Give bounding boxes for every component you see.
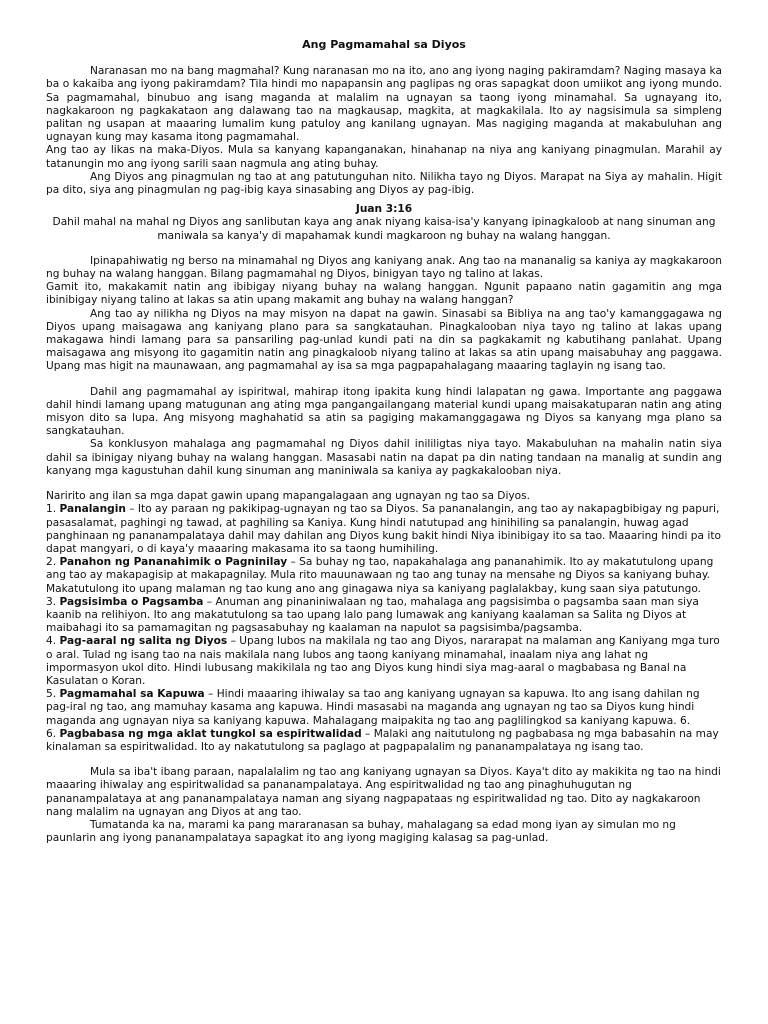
list-item-heading: Pagbabasa ng mga aklat tungkol sa espiritwalidad <box>59 727 362 740</box>
list-item <box>46 728 722 754</box>
document-title: Ang Pagmamahal sa Diyos <box>302 38 466 51</box>
list-item-text: – Anuman ang pinaniniwalaan ng tao, mahalaga ang pagsisimba o pagsamba saan man siya kaanib na relihiyon. Ito ang makatutulong sa tao upang lalo pang lumawak ang kaniyang kaalaman sa Salita ng Diyos at maibahagi ito sa pamamagitan ng pagsasabuhay ng kaalaman na napulot sa pagsisimba/pagsamba. <box>46 595 699 635</box>
list-item <box>46 556 722 596</box>
list-item-text: – Hindi maaaring ihiwalay sa tao ang kaniyang ugnayan sa kapuwa. Ito ang isang dahilan ng pag-iral ng tao, ang mamuhay kasama ang kapuwa. Hindi masasabi na maganda ang ugnayan ng tao sa Diyos kung hindi maganda ang ugnayan niya sa kaniyang kapuwa. Mahalagang maipakita ng tao ang paglilingkod sa kaniyang kapuwa. 6. <box>46 688 700 727</box>
intro-paragraph-1: Naranasan mo na bang magmahal? Kung naranasan mo na ito, ano ang iyong naging pakiramdam? Naging masaya ka ba o kakaiba ang iyong pakiramdam? Tila hindi mo napapansin ang paglipas ng oras sapagkat doon umiikot ang iyong mundo. Sa pagmamahal, binubuo ang isang maganda at malalim na ugnayan sa taong iyong minamahal. Sa ugnayang ito, nagkakaroon ng pagkakataon ang dalawang tao na magkausap, magkita, at magkakilala. Ito ay nagsisimula sa simpleng palitan ng usapan at maaaring lumalim kung patuloy ang kanilang ugnayan. Mas nagiging maganda at makabuluhan ang ugnayan kung may kasama itong pagmamahal. <box>46 65 722 144</box>
list-number: 2. <box>46 556 57 569</box>
list-number: 3. <box>46 595 57 608</box>
list-item <box>46 635 722 688</box>
list-item <box>46 596 722 636</box>
list-item <box>46 503 722 556</box>
list-item-text: – Ito ay paraan ng pakikipag-ugnayan ng tao sa Diyos. Sa pananalangin, ang tao ay nakapagbibigay ng papuri, pasasalamat, paghingi ng tawad, at paghiling sa Kaniya. Kung hindi natutupad ang hinihiling sa panalangin, huwag agad panghinaan ng pananampalataya dahil may dahilan ang Diyos kung bakit hindi Niya ibinibigay ito sa tao. Maaaring hindi pa ito dapat mangyari, o di kaya'y maaaring makasama ito sa taong humihiling. <box>46 503 721 555</box>
verse-reference: Juan 3:16 <box>355 203 413 216</box>
list-item-heading: Panahon ng Pananahimik o Pagninilay <box>59 556 288 569</box>
list-number: 1. <box>46 503 57 516</box>
list-item-heading: Panalangin <box>59 503 126 516</box>
list-number: 4. <box>46 635 57 648</box>
intro-paragraph-3: Ang Diyos ang pinagmulan ng tao at ang patutunguhan nito. Nilikha tayo ng Diyos. Marapat na Siya ay mahalin. Higit pa dito, siya ang pinagmulan ng pag-ibig kaya sinasabing ang Diyos ay pag-ibig. <box>46 170 722 197</box>
closing-paragraph-1: Mula sa iba't ibang paraan, napalalalim ng tao ang kaniyang ugnayan sa Diyos. Kaya't dito ay makikita ng tao na hindi maaaring ihiwalay ang espiritwalidad sa pananampalataya. Ang espiritwalidad ng tao ang pinaghuhugutan ng pananampalataya at ang pananampalataya naman ang siyang nagpapataas ng espiritwalidad ng tao. Dito ay nagkakaroon nang malalim na ugnayan ang Diyos at ang tao. <box>46 766 721 818</box>
list-item-heading: Pagsisimba o Pagsamba <box>59 595 204 608</box>
body-paragraph-3: Ang tao ay nilikha ng Diyos na may misyon na dapat na gawin. Sinasabi sa Bibliya na ang tao'y kamanggagawa ng Diyos upang maisagawa ang kaniyang plano para sa sangkatauhan. Pinagkalooban niya tayo ng talino at lakas upang makagawa hindi lamang para sa pansariling pag-unlad kundi pati na din sa pagkakamit ng kabutihang panlahat. Upang maisagawa ang misyong ito gagamitin natin ang pinagkaloob niyang talino at lakas sa atin upang maisabuhay ang paggawa. Upang mas higit na maunawaan, ang pagmamahal ay isa sa mga pagpapahalagang maaaring taglayin ng isang tao. <box>46 307 722 373</box>
conclusion-paragraph: Sa konklusyon mahalaga ang pagmamahal ng Diyos dahil inililigtas niya tayo. Makabuluhan na mahalin natin siya dahil sa ibinigay niyang buhay na walang hanggan. Masasabi natin na dapat pa din nating tandaan na manalig at sundin ang kanyang mga kagustuhan dahil kung sinuman ang maniniwala sa kaniya ay pagkakalooban niya. <box>46 438 722 477</box>
list-intro: Naririto ang ilan sa mga dapat gawin upang mapangalagaan ang ugnayan ng tao sa Diyos. <box>46 490 531 503</box>
list-item <box>46 688 722 728</box>
list-item-heading: Pag-aaral ng salita ng Diyos <box>59 635 228 648</box>
list-number: 5. <box>46 688 57 701</box>
list-number: 6. <box>46 727 57 740</box>
list-item-text: – Malaki ang naitutulong ng pagbabasa ng mga babasahin na may kinalaman sa espiritwalidad. Ito ay nakatutulong sa paglago at pagpapalalim ng pananampalataya ng isang tao. <box>46 727 719 753</box>
list-item-text: – Upang lubos na makilala ng tao ang Diyos, nararapat na malaman ang Kaniyang mga turo o aral. Tulad ng isang tao na nais makilala nang lubos ang taong kaniyang minamahal, inaalam niya ang lahat ng impormasyon ukol dito. Hindi lubusang makikilala ng tao ang Diyos kung hindi siya mag-aaral o magbabasa ng Banal na Kasulatan o Koran. <box>46 635 720 687</box>
list-item-text: – Sa buhay ng tao, napakahalaga ang pananahimik. Ito ay makatutulong upang ang tao ay makapagisip at makapagnilay. Mula rito mauunawaan ng tao ang tunay na mensahe ng Diyos sa kaniyang buhay. Makatutulong ito upang malaman ng tao kung ano ang ginagawa niya sa kaniyang paglalakbay, kung saan siya patutungo. <box>46 556 714 595</box>
body-paragraph-4: Dahil ang pagmamahal ay ispiritwal, mahirap itong ipakita kung hindi lalapatan ng gawa. Importante ang paggawa dahil hindi lamang upang matugunan ang ating mga pangangailangang material kundi upang maisakatuparan natin ang ating misyon dito sa lupa. Ang misyong maghahatid sa atin sa pagiging makamanggagawa ng Diyos sa kanyang mga plano sa sangkatauhan. <box>46 385 722 438</box>
body-paragraph-1: Ipinapahiwatig ng berso na minamahal ng Diyos ang kaniyang anak. Ang tao na mananalig sa kaniya ay magkakaroon ng buhay na walang hanggan. Bilang pagmamahal ng Diyos, binigyan tayo ng talino at lakas. <box>46 254 722 281</box>
body-paragraph-2: Gamit ito, makakamit natin ang ibibigay niyang buhay na walang hanggan. Ngunit papaano natin gagamitin ang mga ibinibigay niyang talino at lakas sa atin upang makamit ang buhay na walang hanggan? <box>46 281 722 307</box>
intro-paragraph-2: Ang tao ay likas na maka-Diyos. Mula sa kanyang kapanganakan, hinahanap na niya ang kaniyang pinagmulan. Marahil ay tatanungin mo ang iyong sarili saan nagmula ang ating buhay. <box>46 144 722 170</box>
verse-text: Dahil mahal na mahal ng Diyos ang sanlibutan kaya ang anak niyang kaisa-isa'y kanyang ipinagkaloob at nang sinuman ang maniwala sa kanya'y di mapahamak kundi magkaroon ng buhay na walang hanggan. <box>52 216 716 242</box>
list-item-heading: Pagmamahal sa Kapuwa <box>59 688 205 701</box>
closing-paragraph-2: Tumatanda ka na, marami ka pang mararanasan sa buhay, mahalagang sa edad mong iyan ay simulan mo ng paunlarin ang iyong pananampalataya sapagkat ito ang iyong magiging kalasag sa pag-unlad. <box>46 818 676 845</box>
